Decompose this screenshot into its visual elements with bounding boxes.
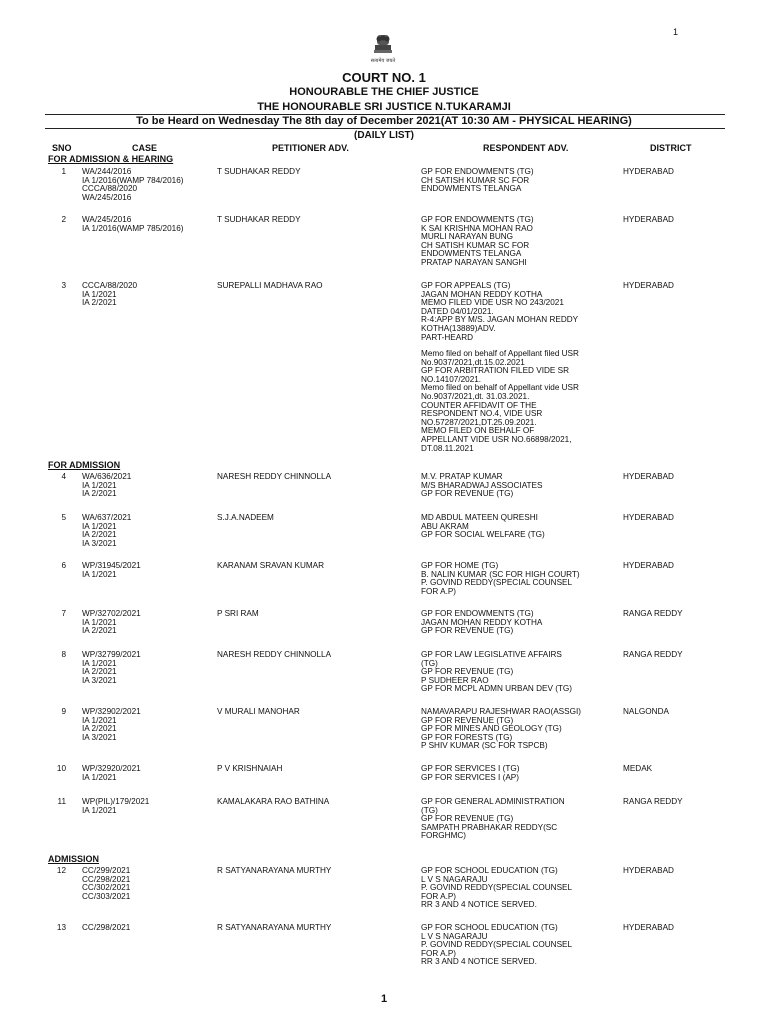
row-sno: 7 <box>61 609 66 618</box>
row-petitioner: P SRI RAM <box>217 609 259 618</box>
list-type: (DAILY LIST) <box>353 130 414 141</box>
row-sno: 8 <box>61 650 66 659</box>
row-case: WP(PIL)/179/2021 IA 1/2021 <box>82 797 150 815</box>
row-sno: 2 <box>61 215 66 224</box>
row-respondent: GP FOR SCHOOL EDUCATION (TG) L V S NAGARAJU P. GOVIND REDDY(SPECIAL COUNSEL FOR A.P) RR 3 AND 4 NOTICE SERVED. <box>421 923 573 967</box>
row-petitioner: P V KRISHNAIAH <box>217 764 283 773</box>
row-district: RANGA REDDY <box>623 609 683 618</box>
row-respondent: MD ABDUL MATEEN QURESHI ABU AKRAM GP FOR SOCIAL WELFARE (TG) <box>421 513 545 540</box>
row-respondent: GP FOR APPEALS (TG) JAGAN MOHAN REDDY KOTHA MEMO FILED VIDE USR NO 243/2021 DATED 04/01/2021. R-4:APP BY M/S. JAGAN MOHAN REDDY KOTHA(13889)ADV. PART-HEARD <box>421 281 579 342</box>
svg-text:सत्यमेव जयते: सत्यमेव जयते <box>370 58 396 64</box>
col-header-case: CASE <box>132 143 158 153</box>
row-case: WP/32920/2021 IA 1/2021 <box>82 764 141 782</box>
row-respondent: GP FOR ENDOWMENTS (TG) CH SATISH KUMAR SC FOR ENDOWMENTS TELANGA <box>421 167 534 194</box>
section-heading: FOR ADMISSION & HEARING <box>48 154 174 164</box>
row-district: HYDERABAD <box>623 215 674 224</box>
row-petitioner: NARESH REDDY CHINNOLLA <box>217 650 332 659</box>
row-petitioner: R SATYANARAYANA MURTHY <box>217 866 332 875</box>
section-heading: ADMISSION <box>48 854 100 864</box>
row-sno: 10 <box>56 764 66 773</box>
col-header-respondent: RESPONDENT ADV. <box>483 143 569 153</box>
row-petitioner: T SUDHAKAR REDDY <box>217 167 301 176</box>
row-district: HYDERABAD <box>623 167 674 176</box>
row-petitioner: KARANAM SRAVAN KUMAR <box>217 561 325 570</box>
row-case: WA/245/2016 IA 1/2016(WAMP 785/2016) <box>82 215 184 233</box>
row-case: WP/32902/2021 IA 1/2021 IA 2/2021 IA 3/2021 <box>82 707 141 742</box>
row-sno: 9 <box>61 707 66 716</box>
row-case: CC/298/2021 <box>82 923 131 932</box>
row-district: HYDERABAD <box>623 561 674 570</box>
row-petitioner: V MURALI MANOHAR <box>217 707 300 716</box>
row-district: HYDERABAD <box>623 923 674 932</box>
row-sno: 13 <box>56 923 66 932</box>
row-case: WP/31945/2021 IA 1/2021 <box>82 561 141 579</box>
schedule-line: To be Heard on Wednesday The 8th day of December 2021(AT 10:30 AM - PHYSICAL HEARING) <box>136 115 632 127</box>
row-case: CC/299/2021 CC/298/2021 CC/302/2021 CC/303/2021 <box>82 866 131 901</box>
row-sno: 11 <box>57 797 66 806</box>
row-respondent: GP FOR HOME (TG) B. NALIN KUMAR (SC FOR HIGH COURT) P. GOVIND REDDY(SPECIAL COUNSEL FOR A.P) <box>421 561 580 596</box>
row-district: HYDERABAD <box>623 472 674 481</box>
row-sno: 3 <box>61 281 66 290</box>
court-number: COURT NO. 1 <box>342 70 426 85</box>
row-petitioner: T SUDHAKAR REDDY <box>217 215 301 224</box>
col-header-district: DISTRICT <box>650 143 692 153</box>
row-respondent: GP FOR ENDOWMENTS (TG) JAGAN MOHAN REDDY KOTHA GP FOR REVENUE (TG) <box>421 609 543 636</box>
state-emblem-icon <box>366 33 400 65</box>
section-heading: FOR ADMISSION <box>48 460 121 470</box>
row-respondent: NAMAVARAPU RAJESHWAR RAO(ASSGI) GP FOR REVENUE (TG) GP FOR MINES AND GEOLOGY (TG) GP FOR FORESTS (TG) P SHIV KUMAR (SC FOR TSPCB) <box>421 707 581 751</box>
row-petitioner: R SATYANARAYANA MURTHY <box>217 923 332 932</box>
row-district: MEDAK <box>623 764 653 773</box>
col-header-petitioner: PETITIONER ADV. <box>272 143 349 153</box>
row-respondent: GP FOR SERVICES I (TG) GP FOR SERVICES I (AP) <box>421 764 520 782</box>
row-district: RANGA REDDY <box>623 650 683 659</box>
row-district: HYDERABAD <box>623 513 674 522</box>
row-respondent: GP FOR SCHOOL EDUCATION (TG) L V S NAGARAJU P. GOVIND REDDY(SPECIAL COUNSEL FOR A.P) RR 3 AND 4 NOTICE SERVED. <box>421 866 573 910</box>
row-sno: 1 <box>61 167 66 176</box>
row-case: WA/637/2021 IA 1/2021 IA 2/2021 IA 3/2021 <box>82 513 132 548</box>
row-petitioner: SUREPALLI MADHAVA RAO <box>217 281 323 290</box>
row-case: CCCA/88/2020 IA 1/2021 IA 2/2021 <box>82 281 138 308</box>
row-sno: 5 <box>61 513 66 522</box>
row-respondent: GP FOR LAW LEGISLATIVE AFFAIRS (TG) GP FOR REVENUE (TG) P SUDHEER RAO GP FOR MCPL ADMN URBAN DEV (TG) <box>421 650 573 694</box>
divider <box>45 128 725 129</box>
bench-line-2: THE HONOURABLE SRI JUSTICE N.TUKARAMJI <box>257 101 511 113</box>
row-sno: 4 <box>61 472 66 481</box>
row-sno: 12 <box>56 866 66 875</box>
row-petitioner: KAMALAKARA RAO BATHINA <box>217 797 330 806</box>
row-district: NALGONDA <box>623 707 669 716</box>
row-district: HYDERABAD <box>623 866 674 875</box>
page-number-bottom: 1 <box>380 993 388 1005</box>
row-district: RANGA REDDY <box>623 797 683 806</box>
col-header-sno: SNO <box>52 143 72 153</box>
row-petitioner: S.J.A.NADEEM <box>217 513 274 522</box>
row-case: WA/244/2016 IA 1/2016(WAMP 784/2016) CCCA/88/2020 WA/245/2016 <box>82 167 184 202</box>
memo-note-text: Memo filed on behalf of Appellant filed USR No.9037/2021,dt.15.02.2021 GP FOR ARBITRATION FILED VIDE SR NO.14107/2021. Memo filed on behalf of Appellant vide USR No.9037/2021,dt. 31.03.2021. COUNTER AFFIDAVIT OF THE RESPONDENT NO.4, VIDE USR NO.57287/2021,DT.25.09.2021. MEMO FILED ON BEHALF OF APPELLANT VIDE USR NO.66898/2021, DT.08.11.2021 <box>421 349 579 453</box>
row-respondent: GP FOR GENERAL ADMINISTRATION (TG) GP FOR REVENUE (TG) SAMPATH PRABHAKAR REDDY(SC FORGHMC) <box>421 797 565 841</box>
row-respondent: M.V. PRATAP KUMAR M/S BHARADWAJ ASSOCIATES GP FOR REVENUE (TG) <box>421 472 543 499</box>
page-number-top: 1 <box>672 27 678 37</box>
row-case: WA/636/2021 IA 1/2021 IA 2/2021 <box>82 472 132 499</box>
row-3-memo-note <box>421 350 621 453</box>
row-petitioner: NARESH REDDY CHINNOLLA <box>217 472 332 481</box>
row-case: WP/32702/2021 IA 1/2021 IA 2/2021 <box>82 609 141 636</box>
row-sno: 6 <box>61 561 66 570</box>
row-district: HYDERABAD <box>623 281 674 290</box>
row-respondent: GP FOR ENDOWMENTS (TG) K SAI KRISHNA MOHAN RAO MURLI NARAYAN BUNG CH SATISH KUMAR SC FOR ENDOWMENTS TELANGA PRATAP NARAYAN SANGHI <box>421 215 534 267</box>
row-case: WP/32799/2021 IA 1/2021 IA 2/2021 IA 3/2021 <box>82 650 141 685</box>
bench-line-1: HONOURABLE THE CHIEF JUSTICE <box>289 86 479 98</box>
